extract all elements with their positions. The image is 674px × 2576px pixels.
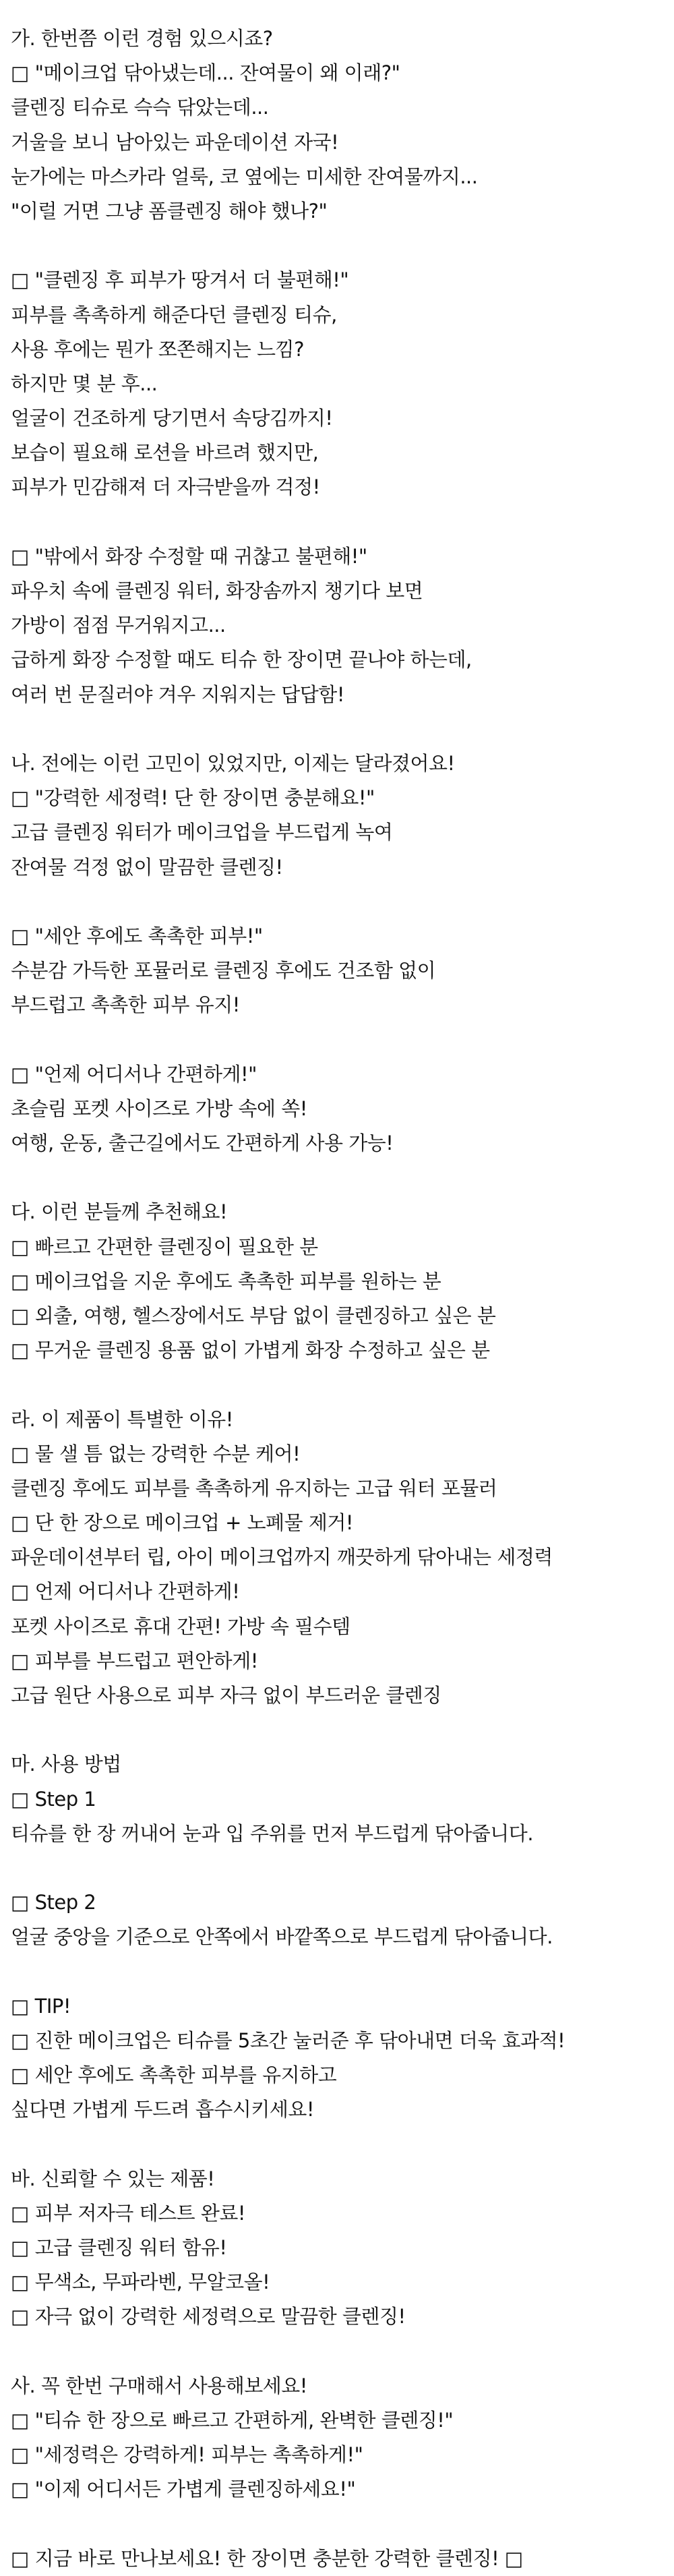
paragraph-gap [11, 1161, 674, 1195]
text-line: □ 진한 메이크업은 티슈를 5초간 눌러준 후 닦아내면 더욱 효과적! [11, 2028, 565, 2052]
text-line: □ 피부 저자극 테스트 완료! [11, 2201, 246, 2225]
text-line: □ 무색소, 무파라벤, 무알코올! [11, 2271, 270, 2294]
paragraph-gap [11, 1955, 674, 1989]
text-line: □ 무거운 클렌징 용품 없이 가볍게 화장 수정하고 싶은 분 [11, 1339, 490, 1362]
text-line: □ "세정력은 강력하게! 피부는 촉촉하게!" [11, 2443, 363, 2467]
paragraph-gap [11, 229, 674, 263]
text-line: □ 빠르고 간편한 클렌징이 필요한 분 [11, 1235, 318, 1258]
text-line: 얼굴이 건조하게 당기면서 속당김까지! [11, 407, 333, 430]
text-line: □ 피부를 부드럽고 편안하게! [11, 1649, 258, 1672]
paragraph-gap [11, 505, 674, 539]
text-line: 피부가 민감해져 더 자극받을까 걱정! [11, 475, 320, 499]
text-line: 초슬림 포켓 사이즈로 가방 속에 쏙! [11, 1096, 307, 1120]
text-line: □ "언제 어디서나 간편하게!" [11, 1062, 257, 1086]
paragraph-gap [11, 1851, 674, 1885]
text-line: 얼굴 중앙을 기준으로 안쪽에서 바깥쪽으로 부드럽게 닦아줍니다. [11, 1925, 553, 1949]
text-line: 여행, 운동, 출근길에서도 간편하게 사용 가능! [11, 1132, 394, 1154]
text-line: □ 메이크업을 지운 후에도 촉촉한 피부를 원하는 분 [11, 1269, 441, 1293]
section-heading: 라. 이 제품이 특별한 이유! [11, 1407, 233, 1431]
text-line: "이럴 거면 그냥 폼클렌징 해야 했나?" [11, 199, 328, 223]
text-line: 여러 번 문질러야 겨우 지워지는 답답함! [11, 682, 344, 706]
text-line: 파우치 속에 클렌징 워터, 화장솜까지 챙기다 보면 [11, 579, 423, 602]
text-line: □ 단 한 장으로 메이크업 + 노폐물 제거! [11, 1511, 354, 1535]
text-line: 눈가에는 마스카라 얼룩, 코 옆에는 미세한 잔여물까지... [11, 165, 478, 188]
text-line: 고급 클렌징 워터가 메이크업을 부드럽게 녹여 [11, 821, 393, 844]
section-heading: 사. 꼭 한번 구매해서 사용해보세요! [11, 2374, 307, 2397]
text-line: □ 고급 클렌징 워터 함유! [11, 2236, 227, 2259]
text-line: 클렌징 후에도 피부를 촉촉하게 유지하는 고급 워터 포뮬러 [11, 1476, 497, 1500]
paragraph-gap [11, 1022, 674, 1057]
text-line: □ "티슈 한 장으로 빠르고 간편하게, 완벽한 클렌징!" [11, 2408, 454, 2432]
section-heading: 가. 한번쯤 이런 경험 있으시죠? [11, 27, 273, 50]
text-line: □ "이제 어디서든 가볍게 클렌징하세요!" [11, 2478, 356, 2501]
text-line: □ "세안 후에도 촉촉한 피부!" [11, 924, 263, 947]
section-heading: 다. 이런 분들께 추천해요! [11, 1200, 228, 1224]
text-line: 파운데이션부터 립, 아이 메이크업까지 깨끗하게 닦아내는 세정력 [11, 1546, 553, 1569]
text-line: 급하게 화장 수정할 때도 티슈 한 장이면 끝나야 하는데, [11, 648, 472, 672]
text-line: □ Step 2 [11, 1891, 96, 1914]
closing-line: □ 지금 바로 만나보세요! 한 장이면 충분한 강력한 클렌징! □ [11, 2546, 523, 2570]
text-line: 고급 원단 사용으로 피부 자극 없이 부드러운 클렌징 [11, 1684, 441, 1707]
text-line: □ "밖에서 화장 수정할 때 귀찮고 불편해!" [11, 544, 367, 568]
text-line: □ 자극 없이 강력한 세정력으로 말끔한 클렌징! [11, 2305, 406, 2329]
text-line: □ "강력한 세정력! 단 한 장이면 충분해요!" [11, 786, 375, 810]
text-line: □ "메이크업 닦아냈는데... 잔여물이 왜 이래?" [11, 61, 400, 85]
section-heading: 나. 전에는 이런 고민이 있었지만, 이제는 달라졌어요! [11, 751, 455, 775]
text-line: □ 외출, 여행, 헬스장에서도 부담 없이 클렌징하고 싶은 분 [11, 1304, 496, 1327]
paragraph-gap [11, 885, 674, 919]
text-line: 수분감 가득한 포뮬러로 클렌징 후에도 건조함 없이 [11, 959, 436, 983]
text-line: 가방이 점점 무거워지고... [11, 614, 226, 637]
text-line: 하지만 몇 분 후... [11, 372, 158, 395]
text-line: □ Step 1 [11, 1787, 96, 1811]
text-line: 피부를 촉촉하게 해준다던 클렌징 티슈, [11, 303, 337, 326]
text-line: 잔여물 걱정 없이 말끔한 클렌징! [11, 855, 283, 879]
text-line: 보습이 필요해 로션을 바르려 했지만, [11, 441, 319, 465]
paragraph-gap [11, 1713, 674, 1747]
text-line: 사용 후에는 뭔가 쪼쫀해지는 느낌? [11, 337, 304, 361]
text-line: 부드럽고 촉촉한 피부 유지! [11, 993, 240, 1017]
text-line: □ "클렌징 후 피부가 땅겨서 더 불편해!" [11, 268, 349, 292]
text-line: 티슈를 한 장 꺼내어 눈과 입 주위를 먼저 부드럽게 닦아줍니다. [11, 1821, 534, 1845]
paragraph-gap [11, 2507, 674, 2542]
paragraph-gap [11, 1368, 674, 1402]
paragraph-gap [11, 2335, 674, 2369]
text-line: □ 물 샐 틈 없는 강력한 수분 케어! [11, 1442, 301, 1465]
paragraph-gap [11, 712, 674, 747]
section-heading: 마. 사용 방법 [11, 1753, 121, 1776]
paragraph-gap [11, 2127, 674, 2161]
text-line: 싶다면 가볍게 두드려 흡수시키세요! [11, 2098, 314, 2121]
text-line: □ TIP! [11, 1994, 71, 2018]
text-line: 거울을 보니 남아있는 파운데이션 자국! [11, 130, 339, 154]
text-line: 클렌징 티슈로 슥슥 닦았는데... [11, 96, 269, 119]
text-line: □ 언제 어디서나 간편하게! [11, 1580, 240, 1604]
text-line: □ 세안 후에도 촉촉한 피부를 유지하고 [11, 2063, 337, 2087]
section-heading: 바. 신뢰할 수 있는 제품! [11, 2167, 215, 2190]
text-line: 포켓 사이즈로 휴대 간편! 가방 속 필수템 [11, 1614, 350, 1638]
